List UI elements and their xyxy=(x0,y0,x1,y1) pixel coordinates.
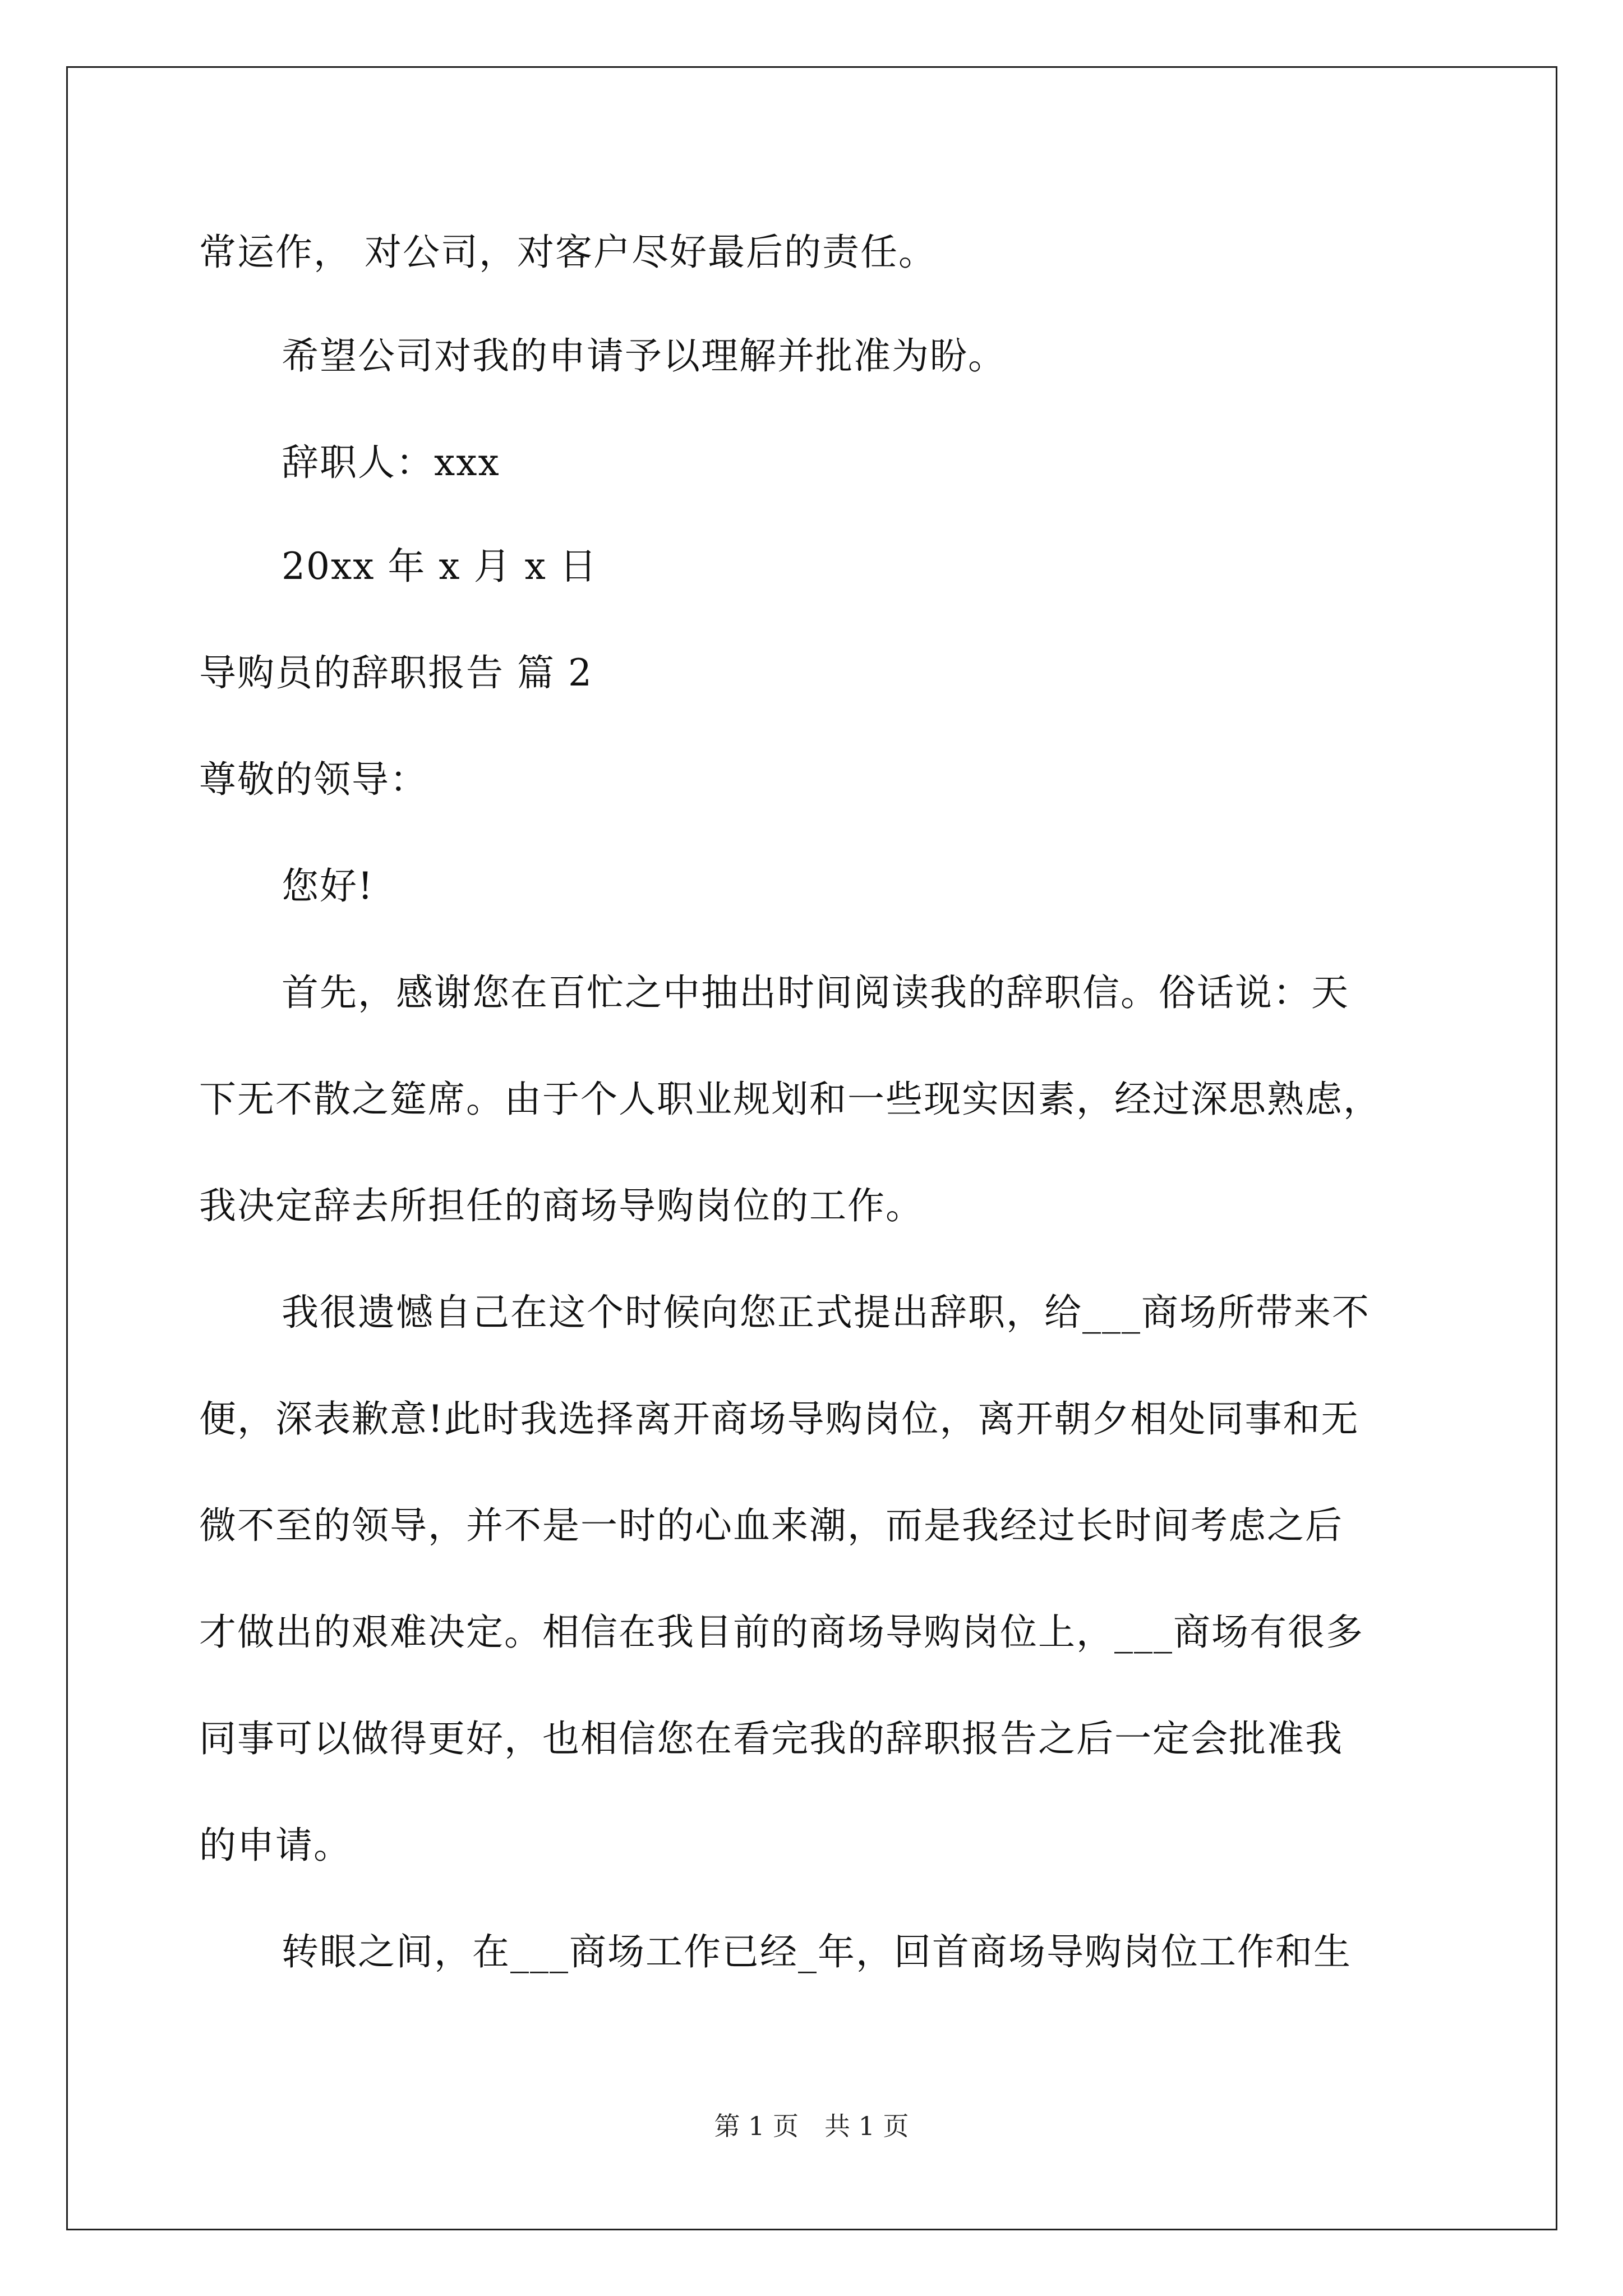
date-line: 20xx 年 x 月 x 日 xyxy=(282,545,598,588)
page-number-footer: 第 1 页 共 1 页 xyxy=(714,2111,909,2141)
greeting: 您好! xyxy=(282,864,374,908)
paragraph-2-line-4: 才做出的艰难决定。相信在我目前的商场导购岗位上，___商场有很多 xyxy=(199,1611,1364,1654)
salutation: 尊敬的领导： xyxy=(199,758,428,801)
section-heading: 导购员的辞职报告 篇 2 xyxy=(199,651,593,694)
paragraph-2-line-5: 同事可以做得更好，也相信您在看完我的辞职报告之后一定会批准我 xyxy=(199,1717,1343,1760)
paragraph-2-line-2: 便，深表歉意!此时我选择离开商场导购岗位，离开朝夕相处同事和无 xyxy=(199,1397,1359,1441)
text-line-2: 希望公司对我的申请予以理解并批准为盼。 xyxy=(282,334,1006,378)
paragraph-2-line-6: 的申请。 xyxy=(199,1824,352,1867)
paragraph-1-line-3: 我决定辞去所担任的商场导购岗位的工作。 xyxy=(199,1184,924,1227)
page-border xyxy=(66,66,1557,2230)
paragraph-2-line-3: 微不至的领导，并不是一时的心血来潮，而是我经过长时间考虑之后 xyxy=(199,1504,1343,1547)
paragraph-1-line-1: 首先，感谢您在百忙之中抽出时间阅读我的辞职信。俗话说：天 xyxy=(282,971,1349,1014)
paragraph-3-line-1: 转眼之间，在___商场工作已经_年，回首商场导购岗位工作和生 xyxy=(282,1930,1352,1973)
paragraph-1-line-2: 下无不散之筵席。由于个人职业规划和一些现实因素，经过深思熟虑， xyxy=(199,1078,1381,1121)
signer-line: 辞职人：xxx xyxy=(282,441,500,484)
paragraph-2-line-1: 我很遗憾自己在这个时候向您正式提出辞职，给___商场所带来不 xyxy=(282,1291,1370,1334)
text-line-1: 常运作， 对公司，对客户尽好最后的责任。 xyxy=(199,231,937,274)
